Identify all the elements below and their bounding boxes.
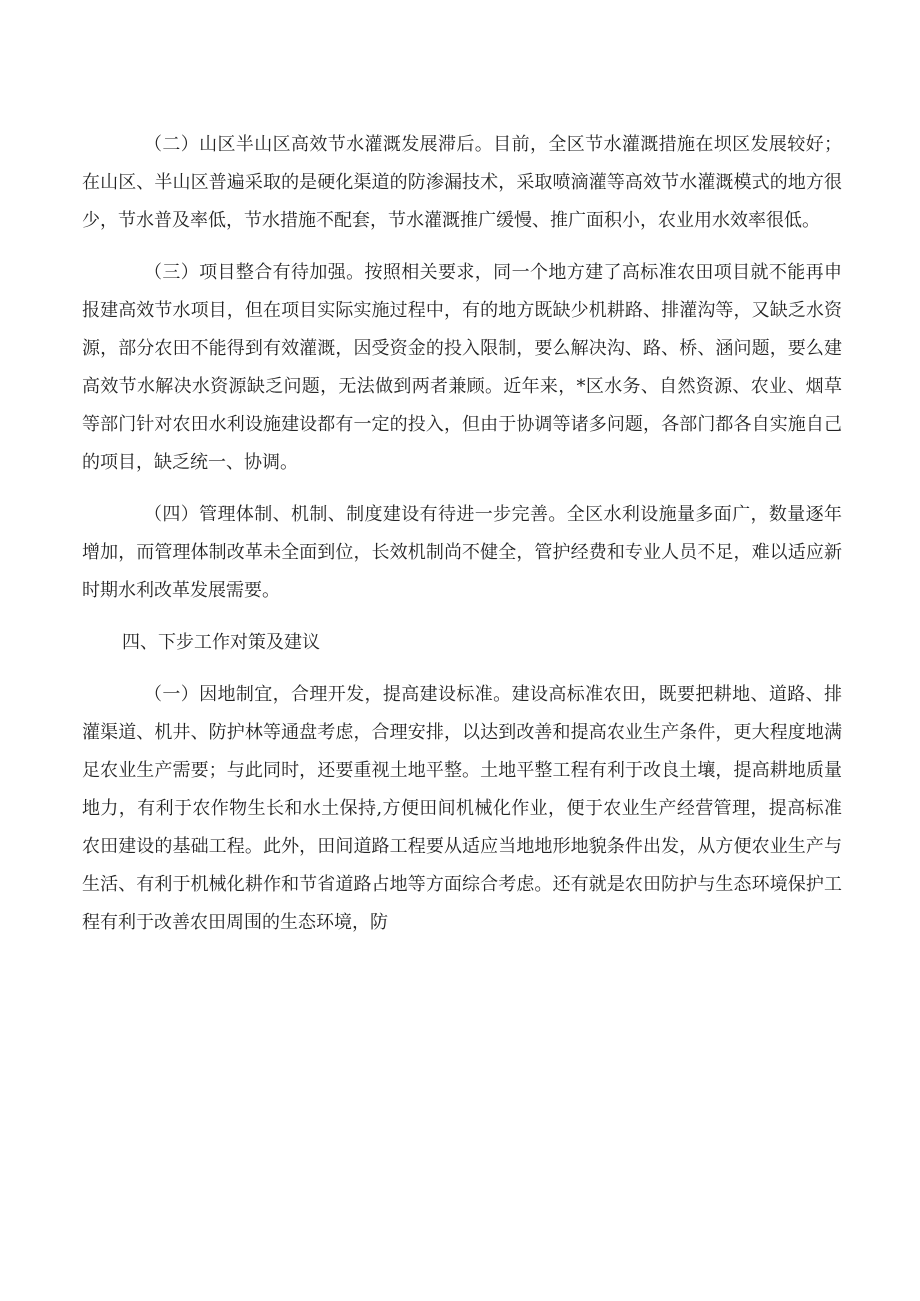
document-body [82, 126, 842, 956]
paragraph-3: （三）项目整合有待加强。按照相关要求，同一个地方建了高标准农田项目就不能再申报建高效节水项目，但在项目实际实施过程中，有的地方既缺少机耕路、排灌沟等，又缺乏水资源，部分农田不能得到有效灌溉，因受资金的投入限制，要么解决沟、路、桥、涵问题，要么建高效节水解决水资源缺乏问题，无法做到两者兼顾。近年来，*区水务、自然资源、农业、烟草等部门针对农田水利设施建设都有一定的投入，但由于协调等诸多问题，各部门都各自实施自己的项目，缺乏统一、协调。 [82, 262, 842, 473]
paragraph-2: （二）山区半山区高效节水灌溉发展滞后。目前，全区节水灌溉措施在坝区发展较好；在山区、半山区普遍采取的是硬化渠道的防渗漏技术，采取喷滴灌等高效节水灌溉模式的地方很少，节水普及率低，节水措施不配套，节水灌溉推广缓慢、推广面积小，农业用水效率很低。 [82, 134, 842, 231]
paragraph-4: （四）管理体制、机制、制度建设有待进一步完善。全区水利设施量多面广，数量逐年增加，而管理体制改革未全面到位，长效机制尚不健全，管护经费和专业人员不足，难以适应新时期水利改革发展需要。 [82, 504, 842, 601]
section-heading: 四、下步工作对策及建议 [122, 632, 320, 653]
paragraph-section4-1: （一）因地制宜，合理开发，提高建设标准。建设高标准农田，既要把耕地、道路、排灌渠道、机井、防护林等通盘考虑，合理安排，以达到改善和提高农业生产条件，更大程度地满足农业生产需要；与此同时，还要重视土地平整。土地平整工程有利于改良土壤，提高耕地质量地力，有利于农作物生长和水土保持,方便田间机械化作业，便于农业生产经营管理，提高标准农田建设的基础工程。此外，田间道路工程要从适应当地地形地貌条件出发，从方便农业生产与生活、有利于机械化耕作和节省道路占地等方面综合考虑。还有就是农田防护与生态环境保护工程有利于改善农田周围的生态环境，防 [82, 684, 842, 933]
